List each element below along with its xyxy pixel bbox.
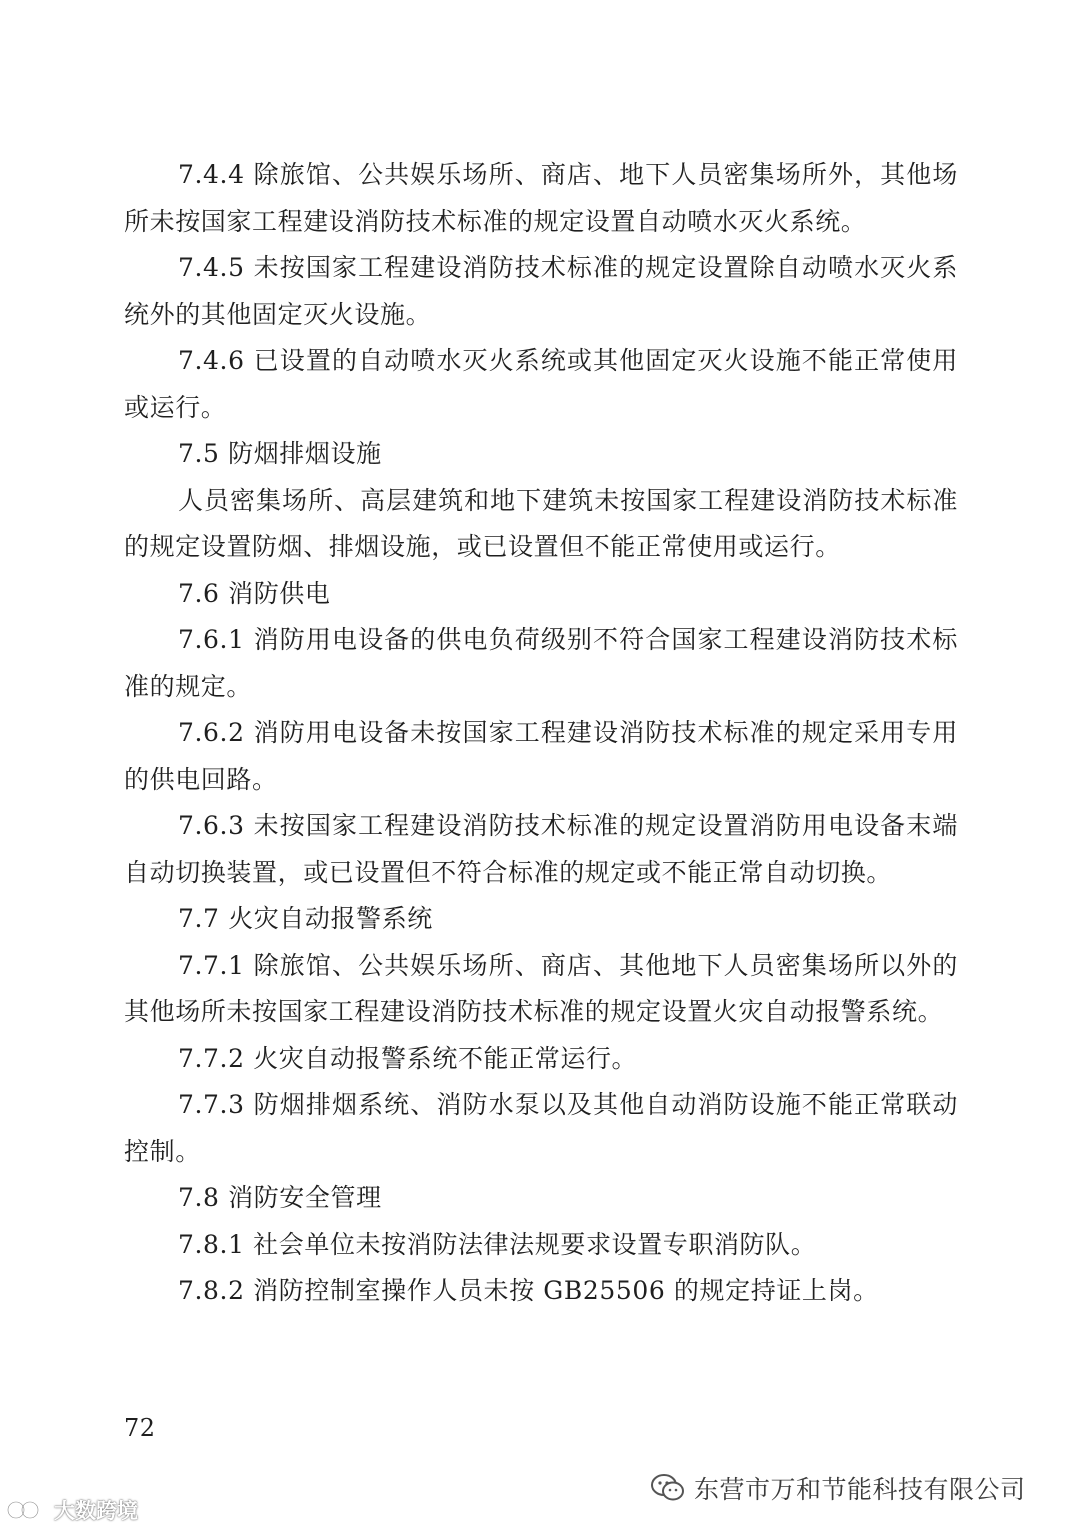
paragraph-7-4-6: 7.4.6 已设置的自动喷水灭火系统或其他固定灭火设施不能正常使用或运行。 [124,346,958,422]
page-number: 72 [124,1414,156,1442]
page-body [124,152,958,1315]
paragraph-7-8-1: 7.8.1 社会单位未按消防法律法规要求设置专职消防队。 [178,1229,817,1259]
paragraph-7-7-3: 7.7.3 防烟排烟系统、消防水泵以及其他自动消防设施不能正常联动控制。 [124,1090,958,1166]
paragraph-7-6-1: 7.6.1 消防用电设备的供电负荷级别不符合国家工程建设消防技术标准的规定。 [124,625,958,701]
logo-icon [6,1497,50,1523]
section-heading-7-5: 7.5 防烟排烟设施 [178,439,382,468]
paragraph-7-6-2: 7.6.2 消防用电设备未按国家工程建设消防技术标准的规定采用专用的供电回路。 [124,718,958,794]
source-watermark [6,1494,138,1526]
paragraph-7-6-3: 7.6.3 未按国家工程建设消防技术标准的规定设置消防用电设备末端自动切换装置，或已设置但不符合标准的规定或不能正常自动切换。 [124,811,958,887]
section-heading-7-8: 7.8 消防安全管理 [178,1183,382,1212]
paragraph-7-7-1: 7.7.1 除旅馆、公共娱乐场所、商店、其他地下人员密集场所以外的其他场所未按国家工程建设消防技术标准的规定设置火灾自动报警系统。 [124,950,958,1026]
wechat-icon [650,1473,686,1503]
company-watermark [650,1468,1026,1508]
paragraph-7-8-2: 7.8.2 消防控制室操作人员未按 GB25506 的规定持证上岗。 [178,1276,879,1305]
company-name: 东营市万和节能科技有限公司 [694,1475,1026,1504]
paragraph-7-7-2: 7.7.2 火灾自动报警系统不能正常运行。 [178,1043,638,1073]
paragraph-7-4-4: 7.4.4 除旅馆、公共娱乐场所、商店、地下人员密集场所外，其他场所未按国家工程建设消防技术标准的规定设置自动喷水灭火系统。 [124,160,958,236]
source-name: 大数跨境 [54,1499,138,1523]
section-heading-7-7: 7.7 火灾自动报警系统 [178,904,433,933]
paragraph-7-5: 人员密集场所、高层建筑和地下建筑未按国家工程建设消防技术标准的规定设置防烟、排烟设施，或已设置但不能正常使用或运行。 [124,485,958,561]
paragraph-7-4-5: 7.4.5 未按国家工程建设消防技术标准的规定设置除自动喷水灭火系统外的其他固定灭火设施。 [124,253,958,329]
section-heading-7-6: 7.6 消防供电 [178,578,331,608]
